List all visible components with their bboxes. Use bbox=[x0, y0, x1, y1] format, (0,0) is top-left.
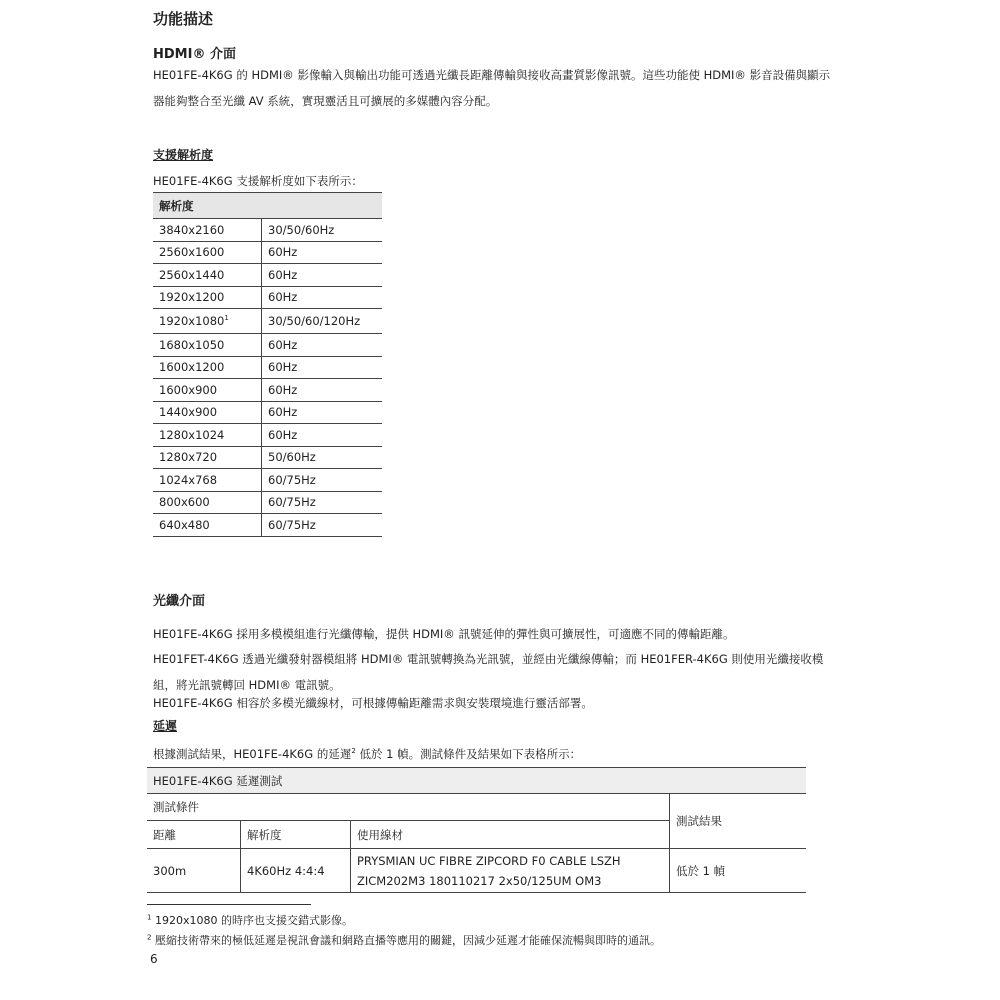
page-number: 6 bbox=[150, 952, 158, 966]
fiber-heading: 光纖介面 bbox=[153, 594, 206, 609]
table-row bbox=[153, 424, 382, 447]
table-row bbox=[153, 514, 382, 537]
cable-header: 使用線材 bbox=[351, 821, 670, 849]
footnote-1 bbox=[147, 912, 353, 928]
resolution-table bbox=[153, 192, 382, 537]
footnote-divider bbox=[147, 904, 311, 905]
refresh-rate-cell: 60Hz bbox=[262, 286, 383, 309]
table-row bbox=[153, 401, 382, 424]
footnote-ref: 1 bbox=[224, 314, 229, 323]
latency-heading: 延遲 bbox=[153, 719, 178, 733]
resolution-value: 4K60Hz 4:4:4 bbox=[241, 849, 351, 893]
refresh-rate-cell: 50/60Hz bbox=[262, 446, 383, 469]
table-row bbox=[153, 469, 382, 492]
footnote-mark: 1 bbox=[147, 913, 152, 922]
section-title: 功能描述 bbox=[153, 10, 214, 28]
resolution-cell: 2560x1440 bbox=[153, 264, 262, 287]
resolution-cell: 2560x1600 bbox=[153, 241, 262, 264]
resolution-cell: 1280x720 bbox=[153, 446, 262, 469]
conditions-header: 測試條件 bbox=[147, 794, 670, 821]
resolution-cell: 640x480 bbox=[153, 514, 262, 537]
table-row bbox=[153, 446, 382, 469]
resolution-header: 解析度 bbox=[153, 193, 382, 219]
table-row bbox=[153, 379, 382, 402]
table-row bbox=[153, 334, 382, 357]
resolution-cell: 1600x900 bbox=[153, 379, 262, 402]
refresh-rate-cell: 30/50/60Hz bbox=[262, 219, 383, 242]
distance-value: 300m bbox=[147, 849, 241, 893]
distance-header: 距離 bbox=[147, 821, 241, 849]
table-row bbox=[153, 286, 382, 309]
table-row bbox=[153, 309, 382, 334]
result-header: 測試結果 bbox=[670, 794, 807, 849]
fiber-p2: HE01FET-4K6G 透過光纖發射器模組將 HDMI® 電訊號轉換為光訊號，並經由光纖線傳輸；而 HE01FER-4K6G 則使用光纖接收模組，將光訊號轉回 HDMI® 電訊號。 bbox=[153, 652, 824, 692]
refresh-rate-cell: 60/75Hz bbox=[262, 491, 383, 514]
fiber-p3: HE01FE-4K6G 相容於多模光纖線材，可根據傳輸距離需求與安裝環境進行靈活部署。 bbox=[153, 696, 593, 710]
refresh-rate-cell: 60Hz bbox=[262, 401, 383, 424]
cable-line: PRYSMIAN UC FIBRE ZIPCORD F0 CABLE LSZH bbox=[357, 853, 621, 868]
footnote-2 bbox=[147, 932, 661, 948]
refresh-rate-cell: 60Hz bbox=[262, 264, 383, 287]
cable-line: ZICM202M3 180110217 2x50/125UM OM3 bbox=[357, 873, 602, 888]
cable-value bbox=[351, 849, 670, 893]
resolution-cell: 3840x2160 bbox=[153, 219, 262, 242]
resolution-cell: 1280x1024 bbox=[153, 424, 262, 447]
latency-table-title: HE01FE-4K6G 延遲測試 bbox=[147, 768, 806, 794]
resolution-intro: HE01FE-4K6G 支援解析度如下表所示： bbox=[153, 174, 363, 188]
resolution-cell: 1440x900 bbox=[153, 401, 262, 424]
resolution-cell bbox=[153, 309, 262, 334]
resolution-cell: 1920x1200 bbox=[153, 286, 262, 309]
fiber-p1: HE01FE-4K6G 採用多模模組進行光纖傳輸，提供 HDMI® 訊號延伸的彈性與可擴展性，可適應不同的傳輸距離。 bbox=[153, 627, 735, 641]
resolution-cell: 1600x1200 bbox=[153, 356, 262, 379]
table-row bbox=[153, 264, 382, 287]
refresh-rate-cell: 60/75Hz bbox=[262, 514, 383, 537]
footnote-ref: 2 bbox=[351, 747, 356, 756]
resolution-heading: 支援解析度 bbox=[153, 148, 214, 162]
resolution-cell: 1680x1050 bbox=[153, 334, 262, 357]
table-row bbox=[153, 491, 382, 514]
refresh-rate-cell: 60Hz bbox=[262, 356, 383, 379]
table-row bbox=[153, 356, 382, 379]
footnote-text: 1920x1080 的時序也支援交錯式影像。 bbox=[154, 914, 353, 927]
table-row bbox=[153, 219, 382, 242]
refresh-rate-cell: 60Hz bbox=[262, 241, 383, 264]
table-row bbox=[153, 241, 382, 264]
refresh-rate-cell: 60Hz bbox=[262, 424, 383, 447]
resolution-text: 1920x1080 bbox=[159, 314, 225, 328]
footnote-mark: 2 bbox=[147, 933, 152, 942]
refresh-rate-cell: 60Hz bbox=[262, 379, 383, 402]
hdmi-heading: HDMI® 介面 bbox=[153, 47, 236, 62]
result-value: 低於 1 幀 bbox=[670, 849, 807, 893]
resolution-cell: 800x600 bbox=[153, 491, 262, 514]
refresh-rate-cell: 30/50/60/120Hz bbox=[262, 309, 383, 334]
resolution-col-header: 解析度 bbox=[241, 821, 351, 849]
footnote-text: 壓縮技術帶來的極低延遲是視訊會議和網路直播等應用的關鍵，因減少延遲才能確保流暢與即時的通訊。 bbox=[154, 934, 661, 947]
refresh-rate-cell: 60/75Hz bbox=[262, 469, 383, 492]
intro-text: 根據測試結果，HE01FE-4K6G 的延遲 bbox=[153, 747, 352, 761]
latency-intro bbox=[153, 746, 581, 762]
intro-text: 低於 1 幀。測試條件及結果如下表格所示： bbox=[355, 747, 582, 761]
hdmi-body: HE01FE-4K6G 的 HDMI® 影像輸入與輸出功能可透過光纖長距離傳輸與接收高畫質影像訊號。這些功能使 HDMI® 影音設備與顯示器能夠整合至光纖 AV 系統，實現靈活且可擴展的多媒體內容分配。 bbox=[153, 68, 831, 108]
refresh-rate-cell: 60Hz bbox=[262, 334, 383, 357]
latency-table bbox=[147, 767, 806, 893]
resolution-cell: 1024x768 bbox=[153, 469, 262, 492]
